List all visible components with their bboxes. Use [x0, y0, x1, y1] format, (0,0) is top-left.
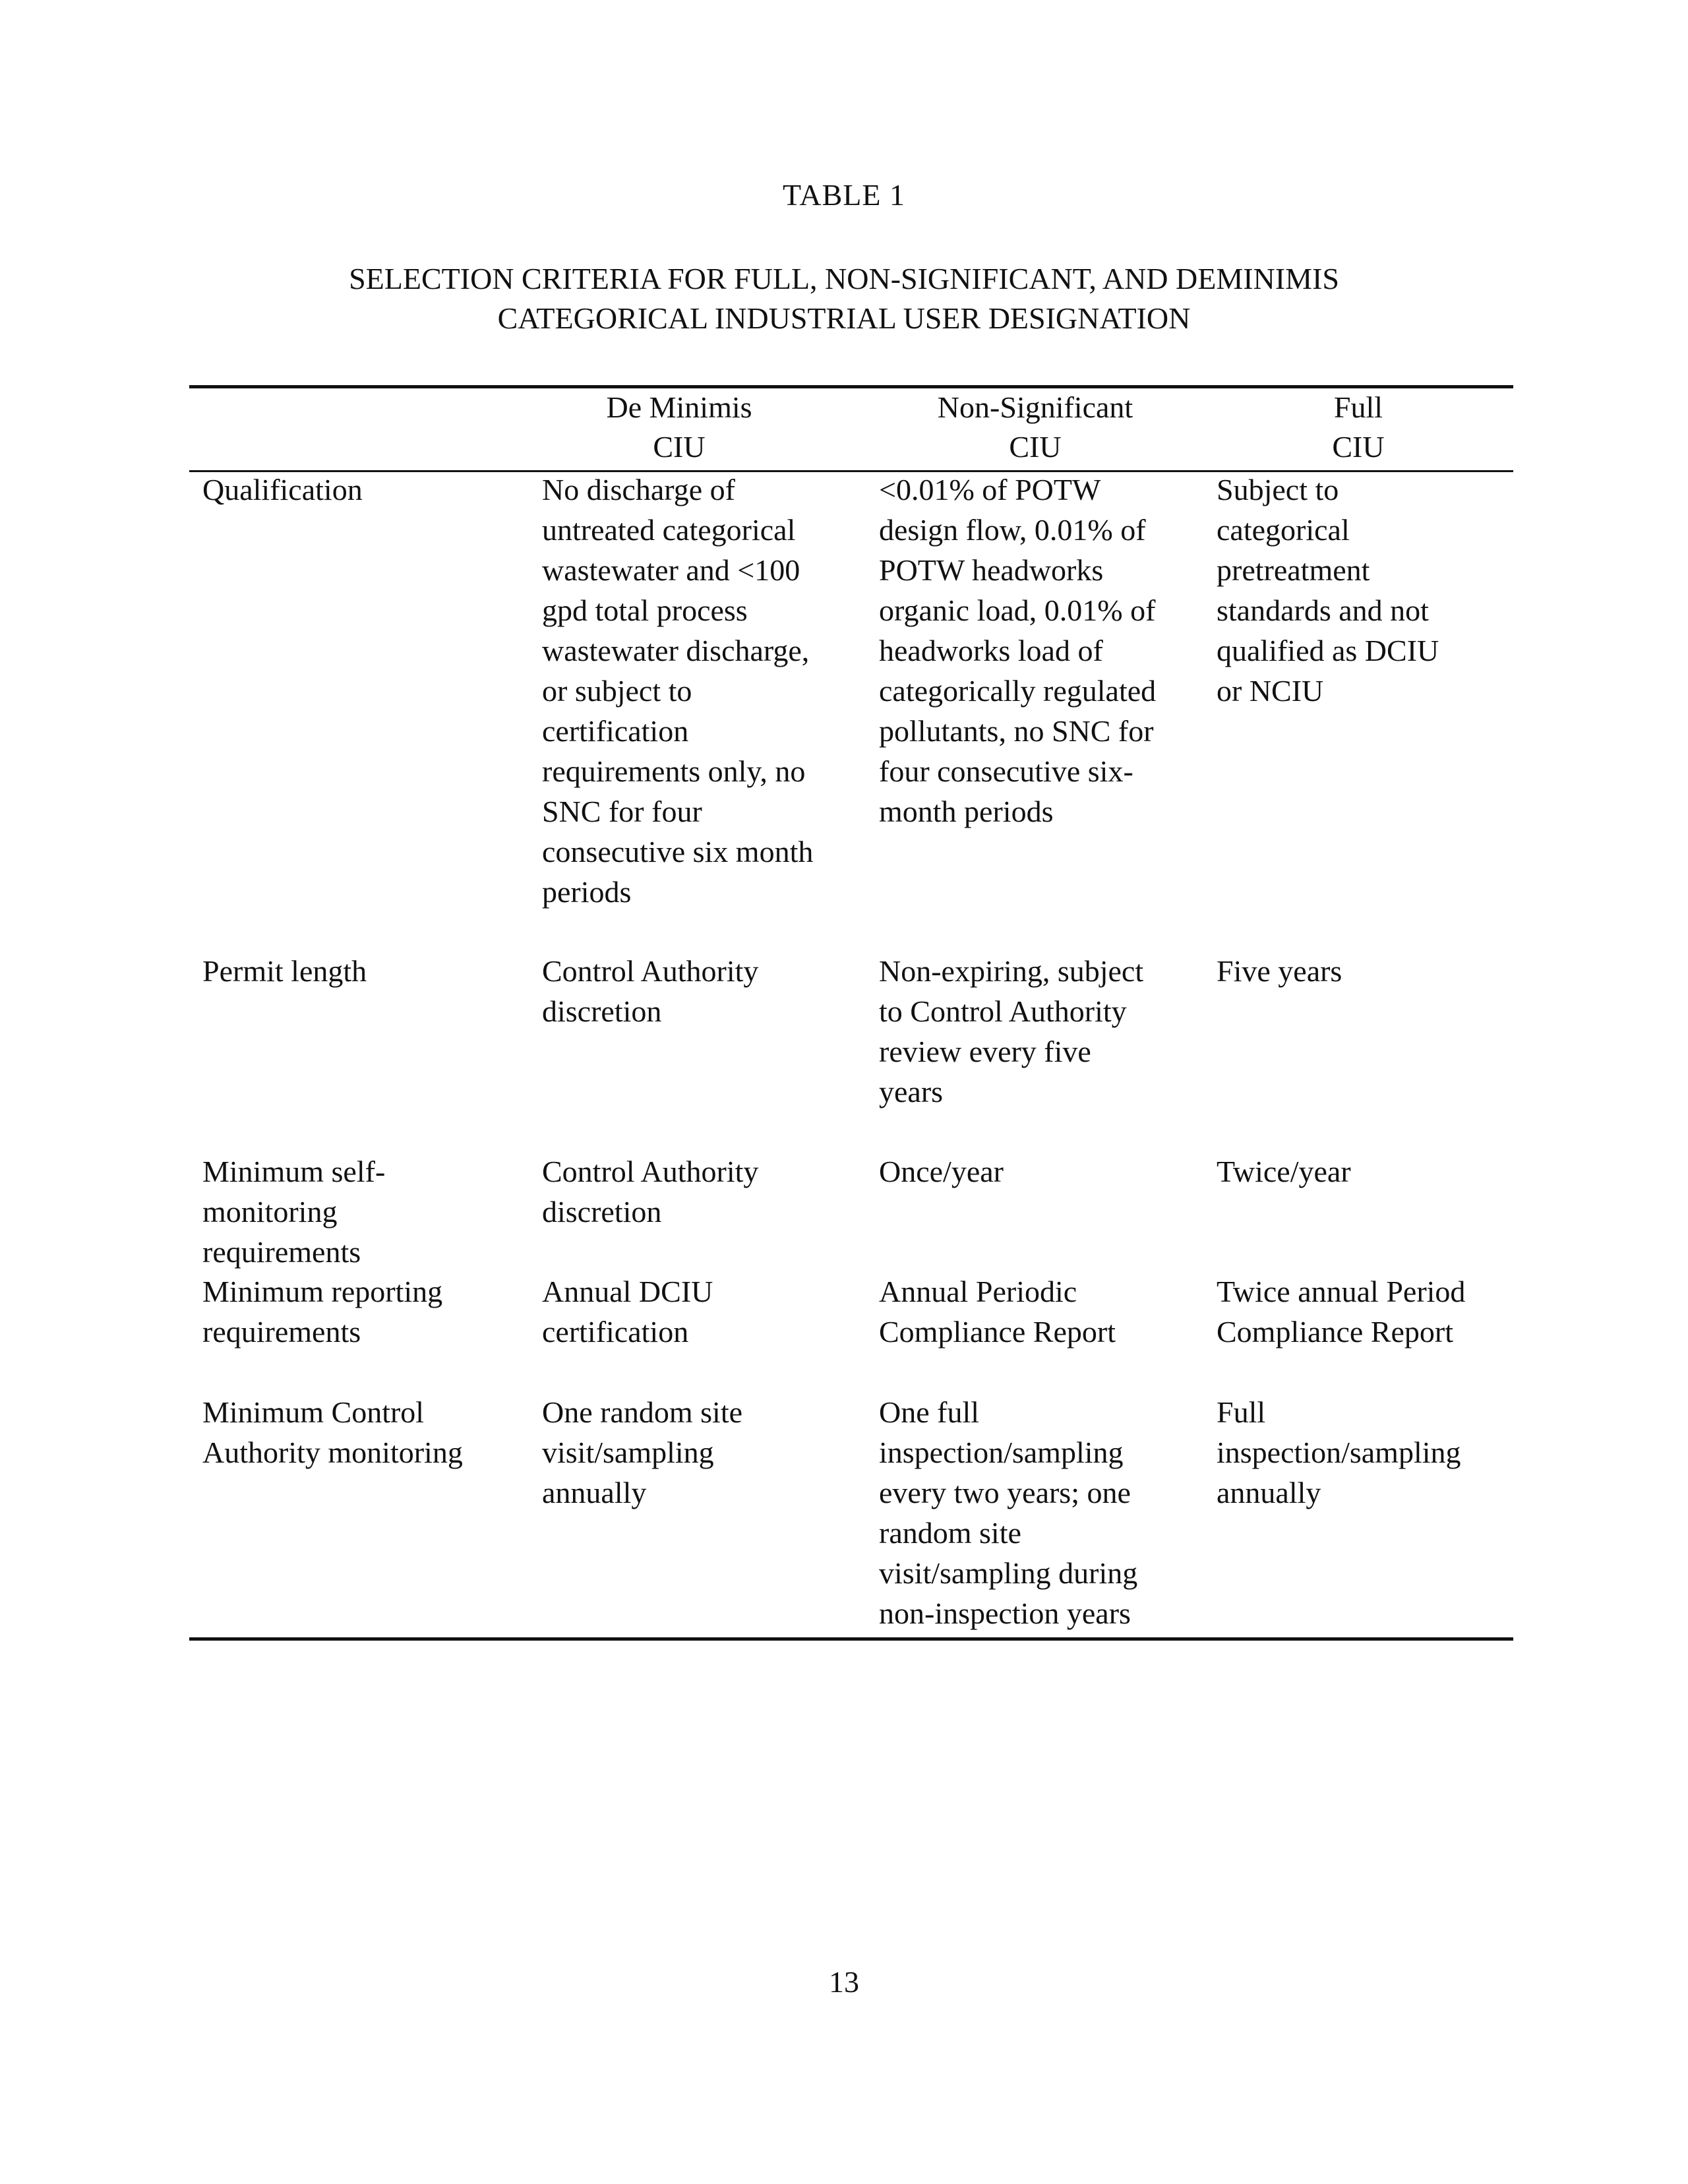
cell-line: Annual DCIU [542, 1275, 713, 1308]
table-title-line-1: SELECTION CRITERIA FOR FULL, NON-SIGNIFICANT, AND DEMINIMIS [349, 262, 1339, 295]
cell-self-monitoring-full [1217, 1151, 1351, 1192]
cell-control-authority-monitoring-full [1217, 1392, 1461, 1513]
row-label-self-monitoring [202, 1151, 385, 1272]
cell-line: Control Authority [542, 954, 759, 988]
column-header-line: CIU [1009, 430, 1062, 464]
column-header-line: Full [1333, 390, 1383, 424]
cell-line: visit/sampling during [879, 1556, 1138, 1590]
cell-line: Twice annual Period [1217, 1275, 1466, 1308]
cell-reporting-de-minimis [542, 1271, 713, 1352]
cell-line: Full [1217, 1395, 1266, 1429]
cell-self-monitoring-de-minimis [542, 1151, 758, 1232]
cell-line: random site [879, 1516, 1021, 1550]
cell-line: categorically regulated [879, 674, 1157, 708]
cell-qualification-de-minimis [542, 470, 813, 912]
cell-line: non-inspection years [879, 1596, 1131, 1630]
cell-line: pretreatment [1217, 553, 1370, 587]
cell-reporting-full [1217, 1271, 1465, 1352]
cell-control-authority-monitoring-de-minimis [542, 1392, 742, 1513]
cell-line: qualified as DCIU [1217, 634, 1439, 667]
cell-line: inspection/sampling [1217, 1436, 1461, 1469]
cell-line: certification [542, 1315, 689, 1349]
cell-line: requirements [202, 1315, 361, 1349]
cell-line: One full [879, 1395, 980, 1429]
cell-control-authority-monitoring-non-significant [879, 1392, 1137, 1633]
column-header-full [1207, 388, 1510, 467]
table-number: TABLE 1 [782, 178, 905, 212]
row-label-permit-length [202, 951, 367, 991]
column-header-de-minimis [528, 388, 831, 467]
cell-line: annually [542, 1476, 647, 1509]
cell-qualification-full [1217, 470, 1439, 711]
cell-permit-length-de-minimis [542, 951, 758, 1031]
page-number: 13 [829, 1965, 859, 1999]
cell-line: monitoring [202, 1195, 338, 1228]
cell-line: inspection/sampling [879, 1436, 1124, 1469]
cell-line: Permit length [202, 954, 367, 988]
cell-line: gpd total process [542, 593, 748, 627]
cell-line: Control Authority [542, 1155, 759, 1188]
row-label-reporting [202, 1271, 442, 1352]
cell-line: No discharge of [542, 473, 735, 506]
cell-line: SNC for four [542, 795, 702, 828]
cell-line: wastewater discharge, [542, 634, 810, 667]
cell-qualification-non-significant [879, 470, 1156, 832]
cell-line: Twice/year [1217, 1155, 1351, 1188]
cell-line: certification [542, 714, 689, 748]
cell-permit-length-full [1217, 951, 1342, 991]
column-header-line: CIU [1332, 430, 1385, 464]
column-header-line: De Minimis [606, 390, 752, 424]
cell-line: design flow, 0.01% of [879, 513, 1146, 547]
cell-line: annually [1217, 1476, 1321, 1509]
cell-line: Minimum self- [202, 1155, 386, 1188]
cell-line: Qualification [202, 473, 363, 506]
cell-line: requirements only, no [542, 754, 806, 788]
cell-permit-length-non-significant [879, 951, 1143, 1112]
cell-line: Minimum Control [202, 1395, 425, 1429]
table-title [132, 259, 1556, 338]
cell-line: Compliance Report [1217, 1315, 1453, 1349]
cell-line: four consecutive six- [879, 754, 1133, 788]
cell-line: discretion [542, 1195, 662, 1228]
cell-line: Authority monitoring [202, 1436, 463, 1469]
cell-line: standards and not [1217, 593, 1429, 627]
table-bottom-rule [189, 1637, 1513, 1641]
cell-line: Minimum reporting [202, 1275, 443, 1308]
cell-line: POTW headworks [879, 553, 1104, 587]
cell-line: review every five [879, 1035, 1091, 1068]
row-label-qualification [202, 470, 363, 510]
cell-line: month periods [879, 795, 1054, 828]
table-title-line-2: CATEGORICAL INDUSTRIAL USER DESIGNATION [497, 301, 1191, 335]
cell-line: requirements [202, 1235, 361, 1269]
cell-line: Once/year [879, 1155, 1004, 1188]
cell-line: consecutive six month [542, 835, 814, 868]
cell-line: Non-expiring, subject [879, 954, 1144, 988]
cell-line: pollutants, no SNC for [879, 714, 1154, 748]
cell-line: <0.01% of POTW [879, 473, 1101, 506]
column-header-non-significant [870, 388, 1200, 467]
cell-line: headworks load of [879, 634, 1103, 667]
row-label-control-authority-monitoring [202, 1392, 463, 1472]
cell-line: years [879, 1075, 944, 1108]
column-header-line: Non-Significant [937, 390, 1133, 424]
cell-line: periods [542, 875, 632, 909]
cell-line: categorical [1217, 513, 1350, 547]
cell-reporting-non-significant [879, 1271, 1116, 1352]
cell-line: wastewater and <100 [542, 553, 800, 587]
cell-line: to Control Authority [879, 994, 1127, 1028]
cell-line: Annual Periodic [879, 1275, 1077, 1308]
cell-line: Compliance Report [879, 1315, 1116, 1349]
cell-line: every two years; one [879, 1476, 1131, 1509]
cell-line: One random site [542, 1395, 743, 1429]
cell-line: Subject to [1217, 473, 1339, 506]
column-header-line: CIU [653, 430, 706, 464]
cell-line: Five years [1217, 954, 1342, 988]
cell-line: or NCIU [1217, 674, 1324, 708]
cell-line: or subject to [542, 674, 692, 708]
cell-line: organic load, 0.01% of [879, 593, 1156, 627]
cell-line: discretion [542, 994, 662, 1028]
cell-line: visit/sampling [542, 1436, 714, 1469]
cell-self-monitoring-non-significant [879, 1151, 1004, 1192]
cell-line: untreated categorical [542, 513, 796, 547]
